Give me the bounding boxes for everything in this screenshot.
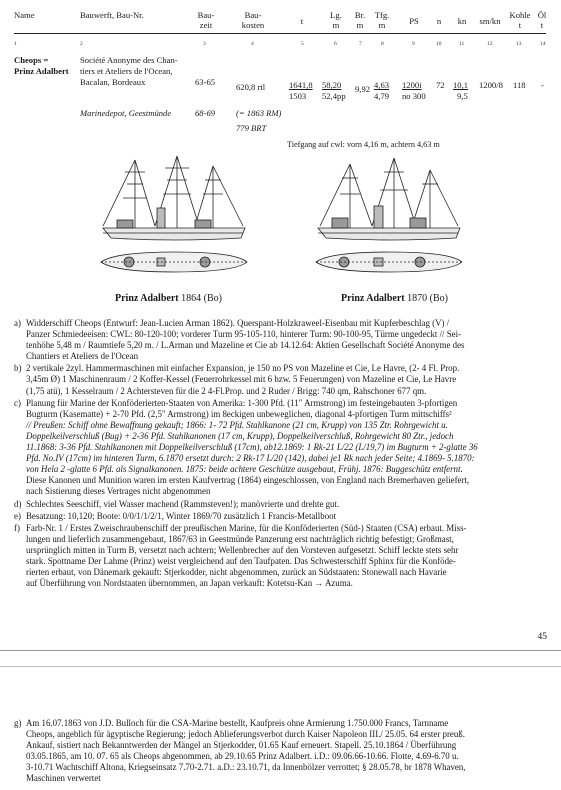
ship-speed: 10,1 9,5 [453,80,469,101]
col-header-br: Br. m [354,10,366,30]
note-line: Widderschiff Cheops (Entwurf: Jean-Lucien Arman 1862). Querspant-Holzkraweel-Eisenbau mit Kupferbeschlag (V) / [26,318,450,328]
notes-block [14,318,548,590]
note-line: Besatzung: 10,120; Boote: 0/0/1/1/2/1, Winter 1869/70 zusätzlich 1 Francis-Metallboot [26,510,337,521]
page-number: 45 [537,632,547,642]
ship-length: 58,20 52,4pp [322,80,346,101]
col-header-oel: Öl t [537,10,547,30]
note-line: 03.05.1865, am 10. 07. 65 als Cheops abgenommen, ab 29.10.65 Prinz Adalbert. i.D.: 09.06.66-10.66. Flotte, 4.69-6.70 u. [26,751,459,762]
note-line: Am 16.07.1863 von J.D. Bulloch für die CSA-Marine bestellt, Kaufpreis ohne Armierung 1.750.000 Francs, Tarnname [26,718,449,728]
ship-bauzeit-2: 68-69 [195,108,216,118]
note-line: Cheops, angeblich für ägyptische Regierung; jedoch Ablieferungsverbot durch Kaiser Napoleon III./ 25.05. 64 erster preuß. [26,729,465,740]
col-number: 12 [487,41,493,47]
ship-yard: Société Anonyme des Chan- tiers et Ateliers de l'Ocean, Bacalan, Bordeaux [80,55,178,87]
ship-tonnage: 1641,8 1503 [289,80,313,101]
note-line: ursprünglich mitten in Turm B, versetzt nach achtern; Wellenbrecher auf den Vorsteven aufgesetzt. Schiff leckte stets sehr [26,544,459,555]
note-e: e) Besatzung: 10,120; Boote: 0/0/1/1/2/1, Winter 1869/70 zusätzlich 1 Francis-Metallboot [14,511,548,522]
ship-drawing-1870 [310,150,470,280]
col-number: 9 [412,41,415,47]
col-header-name: Name [14,10,35,20]
col-number: 1 [14,41,17,47]
col-number: 4 [251,41,254,47]
col-number: 14 [540,41,546,47]
note-line: Doppelkeilverschluß (Bug) + 2-36 Pfd. Stahlkanonen (17 cm, Krupp), Doppelkeilverschluß, Rohrgewicht 80 Ztr., jedoch [26,430,454,441]
note-b: b) 2 vertikale 2zyl. Hammermaschinen mit einfacher Expansion, je 150 no PS von Mazeline et Cie, Le Havre, (2- 4 Fl. Prop. 3,45m Ø) 1 Maschinenraum / 2 Koffer-Kessel (Feuerrohrkessel mit 6 bzw. 5 Feuerungen) von Mazeline et Cie, Le Havre (1,75 atü), 1 Kesselraum / 2 Achtersteven für die 2 4-Fl.Prop. und 2 Ruder / Brigg: 740 qm, Rahschoner 677 qm. [14,363,548,396]
note-line: Pfd. No.IV (17cm) im hinteren Turm, 6.1870 ersetzt durch: 2 Rk-17 L/20 (142), dabei je1 Rk nach jeder Seite; 4.1869- 5.1870: [26,453,475,464]
note-line: 2 vertikale 2zyl. Hammermaschinen mit einfacher Expansion, je 150 no PS von Mazeline et Cie, Le Havre, (2- 4 Fl. Prop. [26,363,460,374]
ship-bauzeit: 63-65 [195,77,216,87]
note-f: f) Farb-Nr. 1 / Erstes Zweischraubenschiff der preußischen Marine, für die Konföderierten (Süd-) Staaten (CSA) erbaut. Miss- lungen und lieferlich zusammengebaut, 1867/63 in Geestmünde Panzerung erst nachträglich richtig befestigt; Großmast, ursprünglich mitten in Turm B, versetzt nach achtern; Wellenbrecher auf den Vorsteven aufgesetzt. Schiff leckte stets sehr stark. Spottname Der Lahme (Prinz) weist vergleichend auf den Taufpaten. Das Schwesterschiff Sphinx für die Konföde- rierten erbaut, von Dänemark gekauft: Stjerkodder, nicht abgenommen, zurück an Südstaaten: Stonewall nach Havarie auf Überführung von Nordstaaten übernommen, an Japan verkauft: Kotetsu-Kan → Azuma. [14,523,548,590]
col-header-baukosten: Bau- kosten [241,10,265,30]
figure-caption-left: Prinz Adalbert 1864 (Bo) [115,293,222,304]
col-header-tfg: Tfg. m [374,10,390,30]
notes-block-next-page [14,718,548,786]
col-header-ps: PS [409,16,419,26]
note-d: d) Schlechtes Seeschiff, viel Wasser machend (Rammsteven!); manövrierte und drehte gut. [14,499,548,510]
ship-name: Cheops = Prinz Adalbert [14,55,69,76]
note-line: auf Überführung von Nordstaaten übernommen, an Japan verkauft: Kotetsu-Kan → Azuma. [26,578,353,589]
note-line: 3-10.71 Wachtschiff Altona, Kriegseinsatz 7.70-2.71. a.D.: 23.10.71, da Innenbölzer verrottet; § 28.05.78, br 1878 Whaven, [26,762,466,773]
note-line: 3,45m Ø) 1 Maschinenraum / 2 Koffer-Kessel (Feuerrohrkessel mit 6 bzw. 5 Feuerungen) von Mazeline et Cie, Le Havre [26,374,457,385]
page-divider [0,666,561,667]
col-number: 8 [381,41,384,47]
note-line: stark. Spottname Der Lahme (Prinz) weist vergleichend auf den Taufpaten. Das Schwesterschiff Sphinx für die Konföde- [26,555,456,566]
tiefgang-note: Tiefgang auf cwl: vorn 4,16 m, achtern 4,63 m [287,140,440,149]
ship-beam: 9,92 [355,84,371,94]
col-number: 6 [334,41,337,47]
col-header-smkn: sm/kn [479,16,501,26]
col-number: 7 [359,41,362,47]
note-g: g) Am 16.07.1863 von J.D. Bulloch für die CSA-Marine bestellt, Kaufpreis ohne Armierung 1.750.000 Francs, Tarnname Cheops, angeblich für ägyptische Regierung; jedoch Ablieferungsverbot durch Kaiser Napoleon III./ 25.05. 64 erster preuß. Ankauf, sistiert nach Bekanntwerden der Mängel an Stjerkodder, 01.65 Kauf erneuert. Stapell. 25.10.1864 / Überführung 03.05.1865, am 10. 07. 65 als Cheops abgenommen, ab 29.10.65 Prinz Adalbert. i.D.: 09.06.66-10.66. Flotte, 4.69-6.70 u. 3-10.71 Wachtschiff Altona, Kriegseinsatz 7.70-2.71. a.D.: 23.10.71, da Innenbölzer verrottet; § 28.05.78, br 1878 Whaven, Maschinen verwertet [14,718,548,785]
ship-drawing-1864 [95,150,255,280]
figure-caption-right: Prinz Adalbert 1870 (Bo) [341,293,448,304]
note-line: Schlechtes Seeschiff, viel Wasser machend (Rammsteven!); manövrierte und drehte gut. [26,498,340,509]
note-line: Maschinen verwertet [26,773,101,784]
ship-draught: 4,63 4,79 [374,80,390,101]
col-header-lg: Lg. m [330,10,342,30]
ship-power: 1200i no 300 [402,80,426,101]
col-header-n: n [436,16,442,26]
ship-kosten-2: (= 1863 RM) 779 BRT [236,108,282,133]
col-number: 10 [436,41,442,47]
col-header-kn: kn [457,16,467,26]
note-line: nach Sistierung dieses Vertrages nicht abgenommen [26,486,211,497]
col-header-t: t [300,16,304,26]
col-number: 11 [459,41,465,47]
col-header-bauzeit: Bau- zeit [197,10,215,30]
page-divider [0,650,561,651]
note-line: Panzer Schmiedeeisen: CWL: 80-120-100; vorderer Turm 95-105-110, hinterer Turm: 90-100-95, Türme ungedeckt // Sei- [26,329,462,340]
note-line: rierten erbaut, von Dänemark gekauft: Stjerkodder, nicht abgenommen, zurück an Südstaaten: Stonewall nach Havarie [26,567,447,578]
note-line: (1,75 atü), 1 Kesselraum / 2 Achtersteven für die 2 4-Fl.Prop. und 2 Ruder / Brigg: 740 qm, Rahschoner 677 qm. [26,385,427,396]
ship-coal: 118 [513,80,526,90]
note-a: a) Widderschiff Cheops (Entwurf: Jean-Lucien Arman 1862). Querspant-Holzkraweel-Eisenbau mit Kupferbeschlag (V) / Panzer Schmiedeeisen: CWL: 80-120-100; vorderer Turm 95-105-110, hinterer Turm: 90-100-95, Türme ungedeckt // Sei- tenhöhe 5,48 m / Raumtiefe 5,20 m. / L.Arman und Mazeline et Cie ab 14.12.64: Aktien Gesellschaft Société Anonyme des Chantiers et Ateliers de l'Ocean [14,318,548,362]
note-line: Bugturm (Kasematte) + 2-70 Pfd. (2,5" Armstrong) im 8eckigen unbeweglichen, diagonal 4-pfortigen Turm mittschiffs² [26,408,452,419]
col-number: 13 [516,41,522,47]
ship-range: 1200/8 [479,80,503,90]
col-header-yard: Bauwerft, Bau-Nr. [80,10,144,20]
ship-rpm: 72 [436,80,445,90]
col-number: 2 [80,41,83,47]
note-c: c) Planung für Marine der Konföderierten-Staaten von Amerika: 1-300 Pfd. (11" Armstrong) im festeingebauten 3-pfortigen Bugturm (Kasematte) + 2-70 Pfd. (2,5" Armstrong) im 8eckigen unbeweglichen, diagonal 4-pfortigen Turm mittschiffs² // Preußen: Schiff ohne Bewaffnung gekauft; 1866: 1- 72 Pfd. Stahlkanone (21 cm, Krupp) von 135 Ztr. Rohrgewicht u. Doppelkeilverschluß (Bug) + 2-36 Pfd. Stahlkanonen (17 cm, Krupp), Doppelkeilverschluß, Rohrgewicht 80 Ztr., jedoch 11.1868: 3-36 Pfd. Stahlkanonen mit Doppelkeilverschluß (17cm), ab12.1869: 1 Rk-21 L/22 (L/19,7) im Bugturm + 2-glatte 36 Pfd. No.IV (17cm) im hinteren Turm, 6.1870 ersetzt durch: 2 Rk-17 L/20 (142), dabei je1 Rk nach jeder Seite; 4.1869- 5.1870: von Hela 2 -glatte 6 Pfd. als Signalkanonen. 1875: beide achtere Geschütze ausgebaut, Frühj. 1876: Buggeschütz entfernt. Diese Kanonen und Munition waren im ersten Kaufvertrag (1864) eingeschlossen, von England nach Bremerhaven geliefert, nach Sistierung dieses Vertrages nicht abgenommen [14,398,548,498]
col-number: 3 [203,41,206,47]
ship-kosten: 620,8 rtl [236,82,266,92]
note-line: Planung für Marine der Konföderierten-Staaten von Amerika: 1-300 Pfd. (11" Armstrong) im festeingebauten 3-pfortigen [26,397,458,408]
note-line: // Preußen: Schiff ohne Bewaffnung gekauft; 1866: 1- 72 Pfd. Stahlkanone (21 cm, Krupp) von 135 Ztr. Rohrgewicht u. [26,419,448,430]
header-rule [14,33,546,34]
note-line: tenhöhe 5,48 m / Raumtiefe 5,20 m. / L.Arman und Mazeline et Cie ab 14.12.64: Aktien Gesellschaft Société Anonyme des [26,340,465,351]
note-line: Diese Kanonen und Munition waren im ersten Kaufvertrag (1864) eingeschlossen, von England nach Bremerhaven geliefert, [26,475,470,486]
note-line: von Hela 2 -glatte 6 Pfd. als Signalkanonen. 1875: beide achtere Geschütze ausgebaut, Frühj. 1876: Buggeschütz entfernt. [26,464,463,475]
note-line: 11.1868: 3-36 Pfd. Stahlkanonen mit Doppelkeilverschluß (17cm), ab12.1869: 1 Rk-21 L/22 (L/19,7) im Bugturm + 2-glatte 36 [26,442,478,453]
note-line: lungen und lieferlich zusammengebaut, 1867/63 in Geestmünde Panzerung erst nachträglich richtig befestigt; Großmast, [26,533,454,544]
ship-oil: - [541,80,544,90]
col-header-kohle: Kohle t [509,10,531,30]
col-number: 5 [301,41,304,47]
ship-yard-2: Marinedepot, Geestmünde [80,108,172,118]
note-line: Farb-Nr. 1 / Erstes Zweischraubenschiff der preußischen Marine, für die Konföderierten (Süd-) Staaten (CSA) erbaut. Miss- [26,522,467,533]
note-line: Chantiers et Ateliers de l'Ocean [26,351,139,362]
note-line: Ankauf, sistiert nach Bekanntwerden der Mängel an Stjerkodder, 01.65 Kauf erneuert. Stapell. 25.10.1864 / Überführung [26,740,457,751]
